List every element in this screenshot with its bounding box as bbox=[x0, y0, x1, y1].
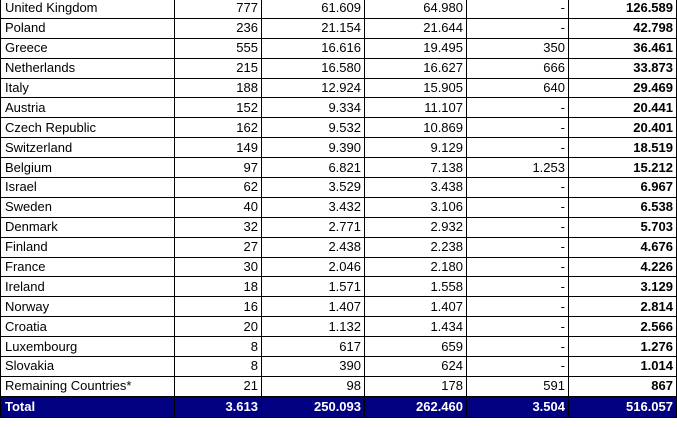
country-cell: Sweden bbox=[1, 197, 175, 217]
total-cell: 33.873 bbox=[569, 58, 677, 78]
value-cell-4: - bbox=[467, 217, 569, 237]
value-cell-4: - bbox=[467, 337, 569, 357]
total-cell: 4.226 bbox=[569, 257, 677, 277]
value-cell-2: 1.407 bbox=[262, 297, 365, 317]
value-cell-4: - bbox=[467, 118, 569, 138]
table-row bbox=[1, 317, 677, 337]
value-cell-3: 178 bbox=[365, 376, 467, 396]
country-cell: Ireland bbox=[1, 277, 175, 297]
value-cell-3: 624 bbox=[365, 357, 467, 377]
value-cell-3: 10.869 bbox=[365, 118, 467, 138]
country-cell: Norway bbox=[1, 297, 175, 317]
value-cell-2: 1.132 bbox=[262, 317, 365, 337]
value-cell-2: 3.432 bbox=[262, 197, 365, 217]
value-cell-1: 32 bbox=[175, 217, 262, 237]
table-row bbox=[1, 38, 677, 58]
value-cell-1: 97 bbox=[175, 158, 262, 178]
value-cell-1: 18 bbox=[175, 277, 262, 297]
value-cell-2: 9.532 bbox=[262, 118, 365, 138]
value-cell-1: 162 bbox=[175, 118, 262, 138]
value-cell-4: 640 bbox=[467, 78, 569, 98]
country-cell: Greece bbox=[1, 38, 175, 58]
value-cell-4: - bbox=[467, 317, 569, 337]
value-cell-2: 6.821 bbox=[262, 158, 365, 178]
total-cell: 2.566 bbox=[569, 317, 677, 337]
value-cell-2: 2.046 bbox=[262, 257, 365, 277]
country-cell: France bbox=[1, 257, 175, 277]
value-cell-1: 20 bbox=[175, 317, 262, 337]
total-cell: 867 bbox=[569, 376, 677, 396]
total-cell: 4.676 bbox=[569, 237, 677, 257]
value-cell-3: 7.138 bbox=[365, 158, 467, 178]
country-cell: Croatia bbox=[1, 317, 175, 337]
table-row bbox=[1, 217, 677, 237]
value-cell-3: 9.129 bbox=[365, 138, 467, 158]
total-cell: 126.589 bbox=[569, 0, 677, 18]
table-row bbox=[1, 237, 677, 257]
total-cell: 5.703 bbox=[569, 217, 677, 237]
value-cell-4: - bbox=[467, 197, 569, 217]
value-cell-1: 777 bbox=[175, 0, 262, 18]
value-cell-2: 2.438 bbox=[262, 237, 365, 257]
value-cell-2: 390 bbox=[262, 357, 365, 377]
country-cell: Slovakia bbox=[1, 357, 175, 377]
total-row bbox=[1, 396, 677, 417]
value-cell-3: 16.627 bbox=[365, 58, 467, 78]
table-row bbox=[1, 0, 677, 18]
value-cell-4: - bbox=[467, 277, 569, 297]
country-cell: Italy bbox=[1, 78, 175, 98]
value-cell-2: 1.571 bbox=[262, 277, 365, 297]
total-value-cell: 3.613 bbox=[175, 396, 262, 417]
total-cell: 18.519 bbox=[569, 138, 677, 158]
table-row bbox=[1, 197, 677, 217]
value-cell-2: 98 bbox=[262, 376, 365, 396]
total-cell: 42.798 bbox=[569, 18, 677, 38]
value-cell-1: 62 bbox=[175, 178, 262, 198]
country-cell: Poland bbox=[1, 18, 175, 38]
total-value-cell: 250.093 bbox=[262, 396, 365, 417]
value-cell-4: - bbox=[467, 138, 569, 158]
table-row bbox=[1, 98, 677, 118]
table-row bbox=[1, 158, 677, 178]
total-cell: 3.129 bbox=[569, 277, 677, 297]
value-cell-4: - bbox=[467, 297, 569, 317]
value-cell-4: - bbox=[467, 257, 569, 277]
value-cell-3: 21.644 bbox=[365, 18, 467, 38]
value-cell-4: 350 bbox=[467, 38, 569, 58]
country-cell: Czech Republic bbox=[1, 118, 175, 138]
value-cell-2: 61.609 bbox=[262, 0, 365, 18]
value-cell-3: 659 bbox=[365, 337, 467, 357]
value-cell-2: 2.771 bbox=[262, 217, 365, 237]
table-row bbox=[1, 257, 677, 277]
value-cell-4: 666 bbox=[467, 58, 569, 78]
country-cell: Luxembourg bbox=[1, 337, 175, 357]
value-cell-1: 21 bbox=[175, 376, 262, 396]
value-cell-2: 21.154 bbox=[262, 18, 365, 38]
country-cell: United Kingdom bbox=[1, 0, 175, 18]
country-cell: Israel bbox=[1, 178, 175, 198]
value-cell-1: 149 bbox=[175, 138, 262, 158]
value-cell-1: 27 bbox=[175, 237, 262, 257]
value-cell-3: 64.980 bbox=[365, 0, 467, 18]
value-cell-1: 30 bbox=[175, 257, 262, 277]
table-row bbox=[1, 178, 677, 198]
table-row bbox=[1, 337, 677, 357]
value-cell-1: 188 bbox=[175, 78, 262, 98]
table-row bbox=[1, 58, 677, 78]
total-cell: 20.441 bbox=[569, 98, 677, 118]
total-cell: 15.212 bbox=[569, 158, 677, 178]
value-cell-1: 152 bbox=[175, 98, 262, 118]
value-cell-1: 16 bbox=[175, 297, 262, 317]
total-value-cell: 3.504 bbox=[467, 396, 569, 417]
value-cell-4: 1.253 bbox=[467, 158, 569, 178]
table-row bbox=[1, 277, 677, 297]
total-label: Total bbox=[1, 396, 175, 417]
country-cell: Belgium bbox=[1, 158, 175, 178]
value-cell-3: 19.495 bbox=[365, 38, 467, 58]
value-cell-1: 555 bbox=[175, 38, 262, 58]
value-cell-4: - bbox=[467, 178, 569, 198]
value-cell-3: 2.932 bbox=[365, 217, 467, 237]
value-cell-3: 1.434 bbox=[365, 317, 467, 337]
value-cell-3: 3.106 bbox=[365, 197, 467, 217]
value-cell-1: 8 bbox=[175, 337, 262, 357]
value-cell-2: 16.616 bbox=[262, 38, 365, 58]
country-cell: Denmark bbox=[1, 217, 175, 237]
value-cell-4: - bbox=[467, 357, 569, 377]
table-row bbox=[1, 357, 677, 377]
value-cell-1: 215 bbox=[175, 58, 262, 78]
country-cell: Austria bbox=[1, 98, 175, 118]
value-cell-4: 591 bbox=[467, 376, 569, 396]
table-row bbox=[1, 376, 677, 396]
value-cell-3: 2.238 bbox=[365, 237, 467, 257]
value-cell-3: 3.438 bbox=[365, 178, 467, 198]
value-cell-3: 1.558 bbox=[365, 277, 467, 297]
total-value-cell: 262.460 bbox=[365, 396, 467, 417]
value-cell-2: 9.390 bbox=[262, 138, 365, 158]
total-cell: 36.461 bbox=[569, 38, 677, 58]
value-cell-2: 9.334 bbox=[262, 98, 365, 118]
value-cell-4: - bbox=[467, 98, 569, 118]
value-cell-2: 16.580 bbox=[262, 58, 365, 78]
value-cell-3: 1.407 bbox=[365, 297, 467, 317]
total-cell: 6.538 bbox=[569, 197, 677, 217]
table-row bbox=[1, 297, 677, 317]
total-cell: 1.014 bbox=[569, 357, 677, 377]
country-cell: Netherlands bbox=[1, 58, 175, 78]
total-cell: 20.401 bbox=[569, 118, 677, 138]
value-cell-2: 3.529 bbox=[262, 178, 365, 198]
table-body bbox=[1, 0, 677, 417]
country-cell: Remaining Countries* bbox=[1, 376, 175, 396]
total-cell: 29.469 bbox=[569, 78, 677, 98]
table-row bbox=[1, 138, 677, 158]
total-cell: 2.814 bbox=[569, 297, 677, 317]
value-cell-4: - bbox=[467, 18, 569, 38]
value-cell-3: 15.905 bbox=[365, 78, 467, 98]
value-cell-1: 8 bbox=[175, 357, 262, 377]
value-cell-4: - bbox=[467, 0, 569, 18]
country-cell: Switzerland bbox=[1, 138, 175, 158]
total-value-cell: 516.057 bbox=[569, 396, 677, 417]
value-cell-4: - bbox=[467, 237, 569, 257]
value-cell-3: 2.180 bbox=[365, 257, 467, 277]
value-cell-1: 236 bbox=[175, 18, 262, 38]
table-row bbox=[1, 78, 677, 98]
table-row bbox=[1, 18, 677, 38]
value-cell-3: 11.107 bbox=[365, 98, 467, 118]
total-cell: 6.967 bbox=[569, 178, 677, 198]
value-cell-2: 12.924 bbox=[262, 78, 365, 98]
value-cell-1: 40 bbox=[175, 197, 262, 217]
table-row bbox=[1, 118, 677, 138]
value-cell-2: 617 bbox=[262, 337, 365, 357]
country-cell: Finland bbox=[1, 237, 175, 257]
total-cell: 1.276 bbox=[569, 337, 677, 357]
